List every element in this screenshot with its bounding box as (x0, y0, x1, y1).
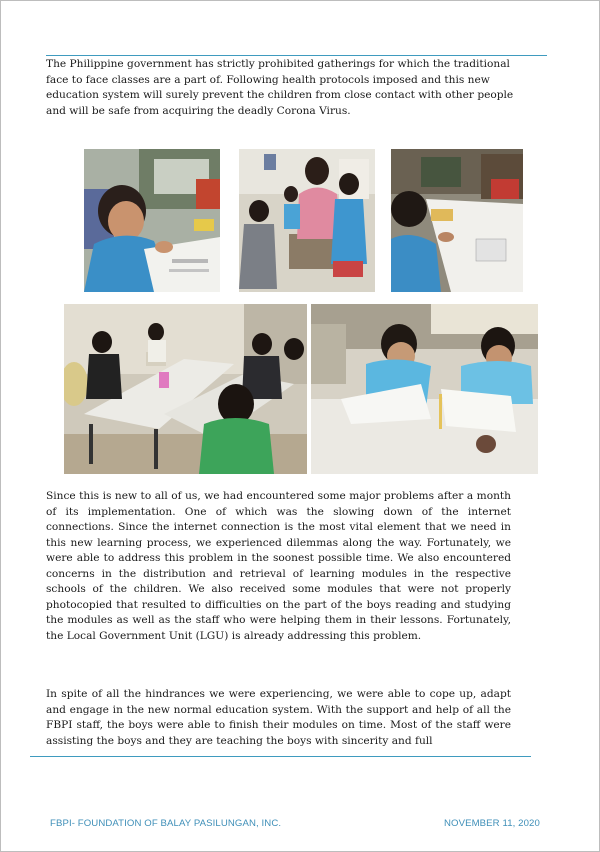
coping-paragraph: In spite of all the hindrances we were experiencing, we were able to cope up, adapt and engage in the new normal education system. With the support and help of all the FBPI staff, the boys were able to finish their modules on time. Most of the staff were assisting the boys and they are teaching the boys with sincerity and full (46, 688, 511, 747)
footer-date: NOVEMBER 11, 2020 (444, 818, 540, 829)
photo-group-long-table (64, 304, 307, 474)
bottom-divider (30, 756, 531, 757)
top-divider (46, 55, 547, 56)
photo-boy-studying-table (391, 149, 523, 292)
intro-paragraph: The Philippine government has strictly prohibited gatherings for which the traditional face to face classes are a part of. Following health protocols imposed and this new education system will surely prevent the children from close contact with other people and will be safe from acquiring the deadly Corona Virus. (46, 58, 514, 117)
photo-two-boys-writing (311, 304, 538, 474)
photo-boy-writing-module (84, 149, 220, 292)
problems-paragraph: Since this is new to all of us, we had encountered some major problems after a month of its implementation. One of which was the slowing down of the internet connections. Since the internet connection is the most vital element that we need in this new learning process, we experienced dilemmas along the way. Fortunately, we were able to address this problem in the soonest possible time. We also encountered concerns in the distribution and retrieval of learning modules in the respective schools of the children. We also received some modules that were not properly photocopied that resulted to difficulties on the part of the boys reading and studying the modules as well as the staff who were helping them in their lessons. Fortunately, the Local Government Unit (LGU) is already addressing this problem. (46, 490, 511, 642)
footer-organization: FBPI- FOUNDATION OF BALAY PASILUNGAN, INC. (50, 818, 282, 829)
photo-teacher-with-children (239, 149, 375, 292)
